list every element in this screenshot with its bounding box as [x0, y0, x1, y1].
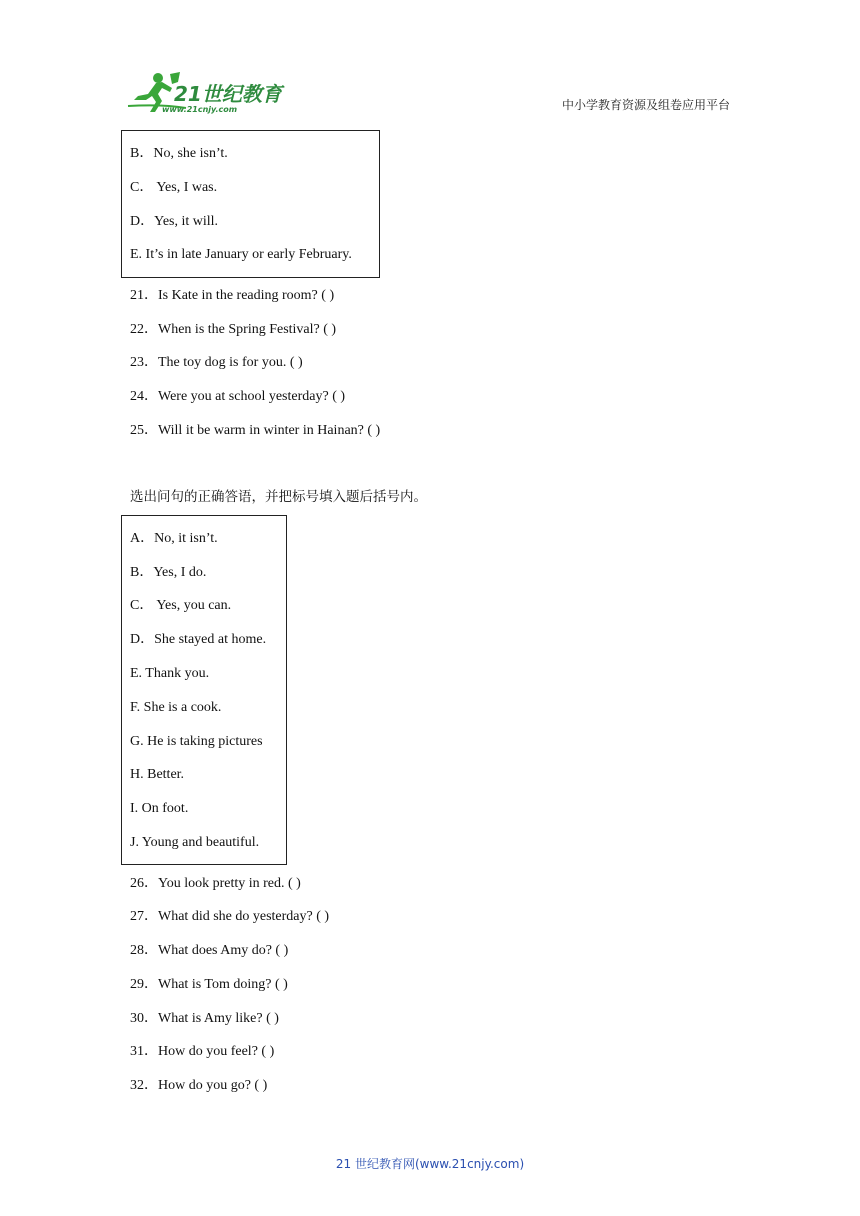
option-e: E. It’s in late January or early February. [130, 247, 352, 262]
logo-figure-head [153, 73, 163, 83]
option-g: G. He is taking pictures [130, 734, 263, 749]
option-d: D．Yes, it will. [130, 214, 219, 229]
question-28: 28．What does Amy do? ( ) [130, 943, 289, 958]
option-d: D．She stayed at home. [130, 632, 267, 647]
logo-main-text: 21世纪教育 [174, 82, 282, 106]
question-21: 21．Is Kate in the reading room? ( ) [130, 288, 335, 303]
question-32: 32．How do you go? ( ) [130, 1078, 268, 1093]
question-30: 30．What is Amy like? ( ) [130, 1011, 279, 1026]
question-23: 23．The toy dog is for you. ( ) [130, 355, 303, 370]
option-c: C． Yes, I was. [130, 180, 218, 195]
question-22: 22．When is the Spring Festival? ( ) [130, 322, 337, 337]
question-24: 24．Were you at school yesterday? ( ) [130, 389, 346, 404]
footer-text: 21 世纪教育网(www.21cnjy.com) [335, 1157, 525, 1171]
option-j: J. Young and beautiful. [130, 835, 260, 850]
question-25: 25．Will it be warm in winter in Hainan? ( ) [130, 423, 381, 438]
logo-graphic [122, 70, 292, 120]
site-logo [122, 70, 292, 120]
option-i: I. On foot. [130, 801, 189, 816]
option-a: A．No, it isn’t. [130, 531, 218, 546]
section-instruction: 选出问句的正确答语，并把标号填入题后括号内。 [130, 489, 427, 505]
question-26: 26．You look pretty in red. ( ) [130, 876, 301, 891]
question-27: 27．What did she do yesterday? ( ) [130, 909, 330, 924]
option-e: E. Thank you. [130, 666, 210, 681]
question-29: 29．What is Tom doing? ( ) [130, 977, 288, 992]
option-f: F. She is a cook. [130, 700, 222, 715]
option-h: H. Better. [130, 767, 185, 782]
option-b: B．No, she isn’t. [130, 146, 228, 161]
footer-link[interactable] [0, 1155, 860, 1172]
header-platform-text: 中小学教育资源及组卷应用平台 [561, 98, 730, 112]
question-31: 31．How do you feel? ( ) [130, 1044, 275, 1059]
option-c: C． Yes, you can. [130, 598, 232, 613]
option-b: B．Yes, I do. [130, 565, 207, 580]
logo-url-text: www.21cnjy.com [162, 105, 238, 114]
